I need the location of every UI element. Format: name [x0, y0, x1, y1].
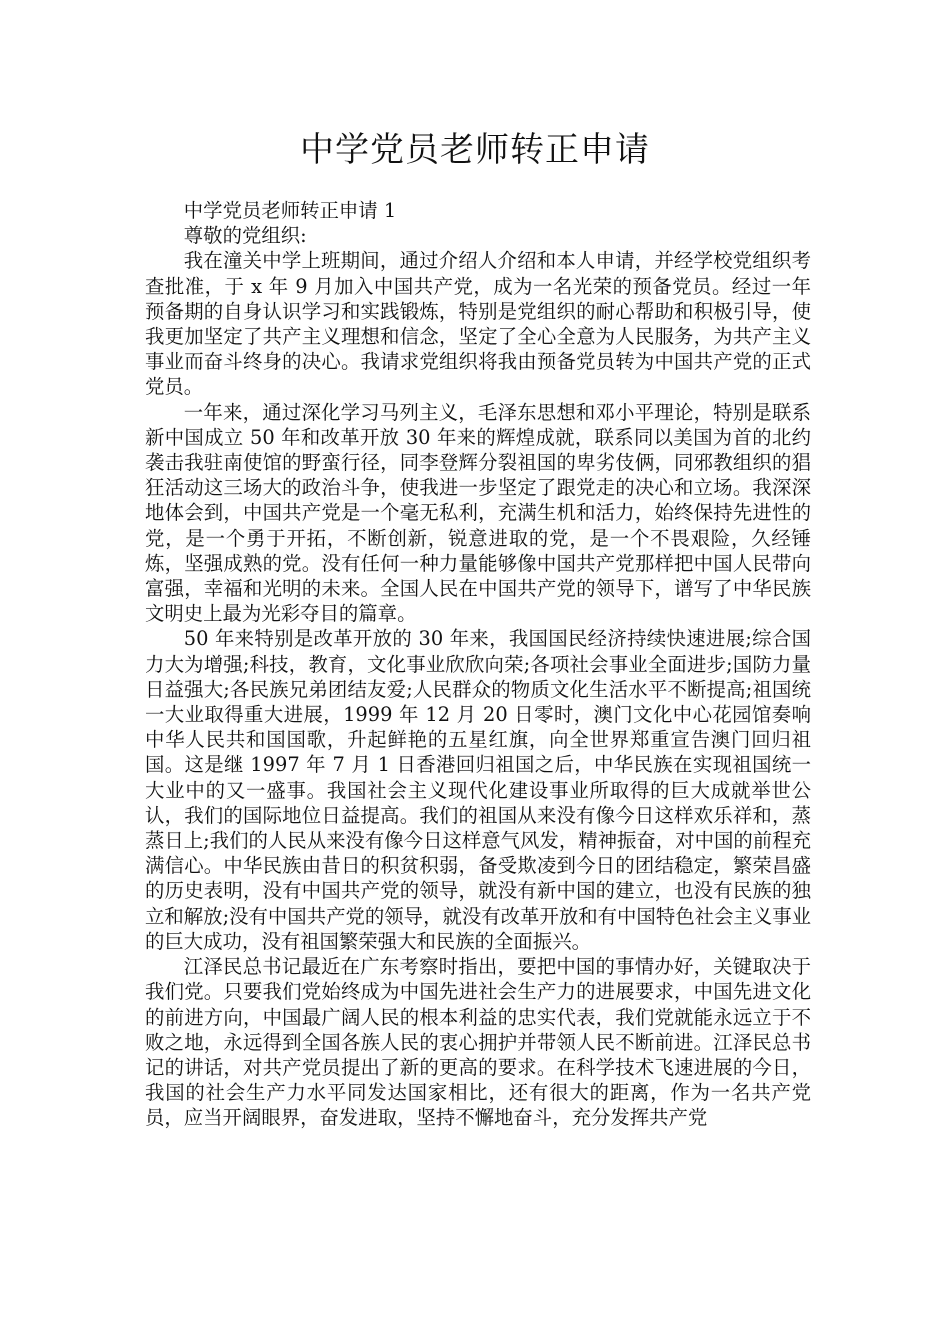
document-body: [145, 198, 811, 1131]
paragraph-1: 我在潼关中学上班期间，通过介绍人介绍和本人申请，并经学校党组织考查批准，于 x 年 9 月加入中国共产党，成为一名光荣的预备党员。经过一年预备期的自身认识学习和实践锻炼，特别是党组织的耐心帮助和积极引导，使我更加坚定了共产主义理想和信念，坚定了全心全意为人民服务，为共产主义事业而奋斗终身的决心。我请求党组织将我由预备党员转为中国共产党的正式党员。: [145, 249, 811, 399]
document-title: 中学党员老师转正申请: [300, 130, 650, 170]
paragraph-2: 一年来，通过深化学习马列主义，毛泽东思想和邓小平理论，特别是联系新中国成立 50 年和改革开放 30 年来的辉煌成就，联系同以美国为首的北约袭击我驻南使馆的野蛮行径，同李登辉分裂祖国的卑劣伎俩，同邪教组织的猖狂活动这三场大的政治斗争，使我进一步坚定了跟党走的决心和立场。我深深地体会到，中国共产党是一个毫无私利，充满生机和活力，始终保持先进性的党，是一个勇于开拓，不断创新，锐意进取的党，是一个不畏艰险，久经锤炼，坚强成熟的党。没有任何一种力量能够像中国共产党那样把中国人民带向富强，幸福和光明的未来。全国人民在中国共产党的领导下，谱写了中华民族文明史上最为光彩夺目的篇章。: [145, 400, 811, 626]
paragraph-4: 江泽民总书记最近在广东考察时指出，要把中国的事情办好，关键取决于我们党。只要我们党始终成为中国先进社会生产力的进展要求，中国先进文化的前进方向，中国最广阔人民的根本利益的忠实代表，我们党就能永远立于不败之地，永远得到全国各族人民的衷心拥护并带领人民不断前进。江泽民总书记的讲话，对共产党员提出了新的更高的要求。在科学技术飞速进展的今日，我国的社会生产力水平同发达国家相比，还有很大的距离，作为一名共产党员，应当开阔眼界，奋发进取，坚持不懈地奋斗，充分发挥共产党: [145, 955, 811, 1130]
salutation: 尊敬的党组织:: [183, 224, 307, 248]
paragraph-3: 50 年来特别是改革开放的 30 年来，我国国民经济持续快速进展;综合国力大为增强;科技，教育，文化事业欣欣向荣;各项社会事业全面进步;国防力量日益强大;各民族兄弟团结友爱;人民群众的物质文化生活水平不断提高;祖国统一大业取得重大进展，1999 年 12 月 20 日零时，澳门文化中心花园馆奏响中华人民共和国国歌，升起鲜艳的五星红旗，向全世界郑重宣告澳门回归祖国。这是继 1997 年 7 月 1 日香港回归祖国之后，中华民族在实现祖国统一大业中的又一盛事。我国社会主义现代化建设事业所取得的巨大成就举世公认，我们的国际地位日益提高。我们的祖国从来没有像今日这样欢乐祥和，蒸蒸日上;我们的人民从来没有像今日这样意气风发，精神振奋，对中国的前程充满信心。中华民族由昔日的积贫积弱，备受欺凌到今日的团结稳定，繁荣昌盛的历史表明，没有中国共产党的领导，就没有新中国的建立，也没有民族的独立和解放;没有中国共产党的领导，就没有改革开放和有中国特色社会主义事业的巨大成功，没有祖国繁荣强大和民族的全面振兴。: [145, 627, 811, 953]
document-subtitle: 中学党员老师转正申请 1: [183, 199, 397, 222]
